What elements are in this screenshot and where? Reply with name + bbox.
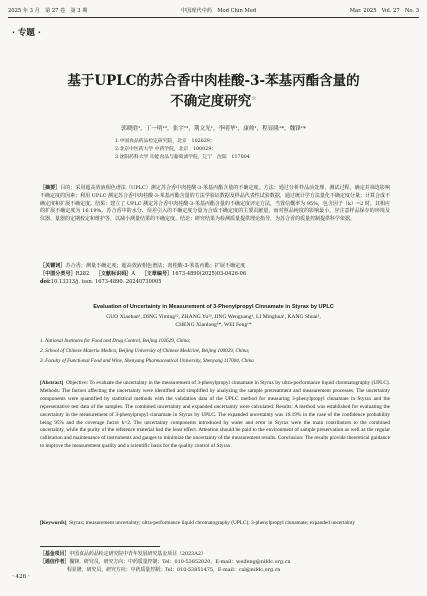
affiliations-en bbox=[40, 336, 390, 366]
authors-en bbox=[50, 313, 377, 329]
page-number: · 426 · bbox=[12, 574, 30, 580]
keywords-en-label: [Keywords] bbox=[40, 520, 67, 526]
article-title-cn bbox=[0, 72, 427, 111]
classification-row bbox=[40, 271, 390, 279]
fund-text: 中国食品药品检定研究院中青年发展研究基金项目（2023A2） bbox=[69, 551, 206, 557]
running-header bbox=[8, 4, 419, 16]
abstract-en-label: [Abstract] bbox=[40, 380, 64, 386]
affiliation-en-2: 2. School of Chinese Materia Medica, Beijing University of Chinese Medicine, Beijing 100029, China; bbox=[40, 348, 250, 354]
fund-label: ［基金项目］ bbox=[40, 551, 70, 557]
section-label: · 专题 · bbox=[12, 28, 41, 38]
abstract-en bbox=[40, 380, 390, 451]
abstract-en-text: Objective: To evaluate the uncertainty in the measurement of 3-phenylpropyl cinnamate in Styrax by ultra-performance liquid chromatography (UPLC). Methods: The factors affecting the uncertainty were identified and simplified by analyzing the sample pretreatment and measurement processes. The uncertainty components were quantified by statistical methods with the validation data of the UPLC method for measuring 3-phenylpropyl cinnamate in Styrax and the representative test data of the samples. The combined uncertainty and expanded uncertainty were calculated. Results: A method was established for evaluating the uncertainty in the measurement of 3-phenylpropyl cinnamate in Styrax by UPLC. The expanded uncertainty was 16.19% in the case of the confidence probability being 95% and the coverage factor k=2. The uncertainty components introduced by water and error in Styrax were the main contributors to the combined uncertainty, while the purity of the reference material had the least effect. Attention should be paid to the environment of sample preservation as well as the regular calibration and maintenance of instruments and gauges to minimize the uncertainty of the measurement results. Conclusion: The results provide theoretical guidance to improve the measurement quality and a scientific basis for the quality control of Styrax. bbox=[40, 380, 390, 450]
doc-code-value: A bbox=[131, 270, 136, 277]
header-rule bbox=[8, 17, 419, 18]
affiliation-cn-3: 3.沈阳药科大学 功能食品与葡萄酒学院，辽宁 沈阳 117004 bbox=[115, 155, 250, 160]
title-cn-line1: 基于UPLC的苏合香中肉桂酸-3-苯基丙酯含量的 bbox=[67, 73, 360, 89]
corresponding-note bbox=[40, 558, 390, 566]
keywords-cn-text: 苏合香；测量不确定度；超高效液相色谱法；肉桂酸-3-苯基丙酯；扩展不确定度 bbox=[65, 263, 246, 269]
keywords-cn bbox=[40, 263, 390, 271]
doc-code-label: ［文献标识码］ bbox=[95, 270, 132, 277]
article-meta-cn bbox=[40, 263, 390, 286]
corresponding-author-2: 程显隆，研究员，研究方向：中药质量控制；Tel：010-53851475，E-mail：cxl@nifdc.org.cn bbox=[67, 567, 281, 573]
abstract-cn bbox=[40, 185, 390, 224]
affiliation-cn-2: 2.北京中医药大学 中药学院，北京 100029； bbox=[115, 147, 217, 152]
corresponding-author-1: 魏锋，研究员，研究方向：中药质量控制；Tel：010-53852020，E-mail：weifeng@nifdc.org.cn bbox=[69, 559, 291, 565]
fund-note bbox=[40, 550, 390, 558]
title-footnote-mark: ☆ bbox=[251, 95, 257, 102]
authors-cn: 郭晓晗¹，丁一明¹²，张宇¹³，荆文光¹，李明华¹，康帅¹，程显隆¹*，魏锋¹* bbox=[121, 126, 306, 132]
header-journal: 中国现代中药 Mod Chin Med bbox=[180, 7, 257, 14]
clc-label: ［中图分类号］ bbox=[40, 270, 76, 277]
footnote-rule bbox=[40, 546, 160, 547]
doi-value: 10.13313/j. issn. 1673-4890. 20240730005 bbox=[50, 278, 162, 285]
keywords-en bbox=[40, 520, 390, 528]
article-no-label: ［文章编号］ bbox=[141, 270, 173, 277]
keywords-cn-label: ［关键词］ bbox=[40, 263, 66, 269]
authors-en-line2: CHENG Xianlong¹*, WEI Feng¹* bbox=[175, 322, 252, 328]
affiliations-cn bbox=[115, 138, 250, 162]
footnotes bbox=[40, 550, 390, 574]
header-issue: 2025 年 3 月 第 27 卷 第 3 期 bbox=[8, 7, 88, 14]
article-title-en: Evaluation of Uncertainty in Measurement of 3-Phenylpropyl Cinnamate in Styrax by UPLC bbox=[93, 304, 334, 310]
authors-en-line1: GUO Xiaohan¹, DING Yiming¹², ZHANG Yu¹³, JING Wenguang¹, LI Minghua¹, KANG Shuai¹, bbox=[106, 314, 321, 320]
affiliation-en-1: 1. National Institutes for Food and Drug Control, Beijing 102629, China; bbox=[40, 338, 191, 344]
doi-row bbox=[40, 279, 390, 287]
abstract-cn-text: 目的：采用超高效液相色谱法（UPLC）测定苏合香中肉桂酸-3-苯基丙酯含量的不确定度。方法：通过分析样品前处理、测试过程，确定并筛选影响不确定度的因素；利用 UPLC 测定苏合香中肉桂酸-3-苯基丙酯含量的方法学验证数据及样品代表性试验数据，通过统计学方法量化不确定度分量；计算合成不确定度和扩展不确定度。结果：建立了 UPLC 测定苏合香中肉桂酸-3-苯基丙酯含量的不确定度评定方法，当置信概率为 95%，包含因子（k）=2 时，其相应的扩展不确定度为 16.19%。苏合香中的水分、误差引入的不确定度分量为合成不确定度的主要贡献量，而对照品纯度的影响最小。应注意样品保存的环境及仪器、量器的定期校定和维护等，以减小测量结果的不确定度。结论：研究结果为检测质量提供理论指导，为苏合香的质量控制提供科学依据。 bbox=[40, 185, 390, 223]
keywords-en-text: Styrax; measurement uncertainty; ultra-performance liquid chromatography (UPLC); 3-phenylpropyl cinnamate; expanded uncertainty bbox=[69, 520, 356, 526]
abstract-cn-label: ［摘要］ bbox=[40, 185, 61, 191]
affiliation-en-3: 3. Faculty of Functional Food and Wine, Shenyang Pharmaceutical University, Shenyang 117004, China bbox=[40, 358, 254, 364]
title-cn-line2: 不确定度研究☆ bbox=[170, 93, 257, 110]
corresponding-label: ［通信作者］ bbox=[40, 559, 70, 565]
doi-label: doi: bbox=[40, 278, 51, 285]
header-issue-en: Mar. 2025 Vol. 27 No. 3 bbox=[349, 7, 419, 14]
article-no-value: 1673-4890(2025)03-0426-06 bbox=[172, 270, 247, 277]
clc-value: R282 bbox=[75, 270, 90, 277]
affiliation-cn-1: 1.中国食品药品检定研究院，北京 102629； bbox=[115, 139, 215, 144]
